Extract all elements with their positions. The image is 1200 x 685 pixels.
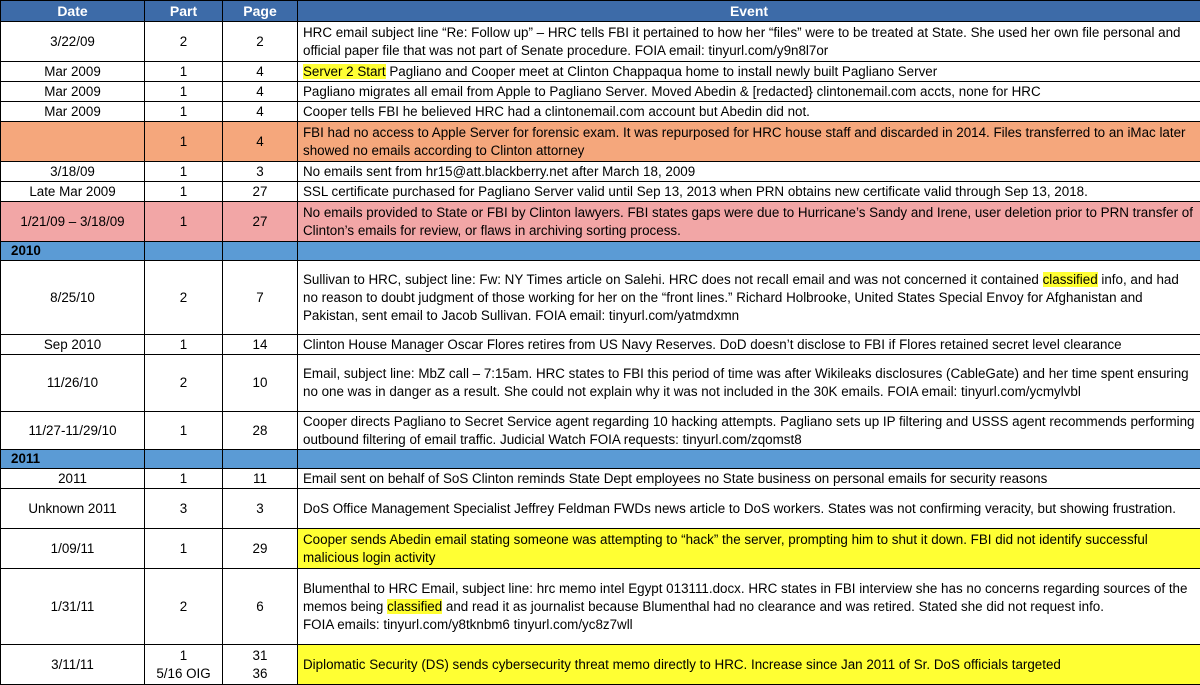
event-text: Cooper directs Pagliano to Secret Service agent regarding 10 hacking attempts. Pagliano sets up IP filtering and USSS agent recommends performing outbound filtering of email traffic. Judicial Watch FOIA requests: tinyurl.com/zqomst8 [303,414,1194,447]
date-cell: Mar 2009 [1,82,145,102]
event-text: No emails provided to State or FBI by Clinton lawyers. FBI states gaps were due to Hurricane’s Sandy and Irene, user deletion prior to PRN transfer of Clinton’s emails for review, or flaws in archiving sorting process. [303,205,1193,238]
event-cell [298,412,1200,450]
table-row [1,102,1200,122]
page-cell: 7 [223,261,298,335]
header-event: Event [298,1,1200,22]
page-cell: 29 [223,529,298,569]
part-cell: 1 [145,122,223,162]
year-spacer [298,242,1200,261]
date-cell: 3/18/09 [1,162,145,182]
event-cell [298,489,1200,529]
page-cell: 3 [223,162,298,182]
page-cell: 31 36 [223,645,298,685]
date-cell: 1/21/09 – 3/18/09 [1,202,145,242]
table-row [1,335,1200,355]
table-row [1,489,1200,529]
header-row [1,1,1200,22]
page-cell: 10 [223,355,298,412]
event-text: Blumenthal to HRC Email, subject line: hrc memo intel Egypt 013111.docx. HRC states in FBI interview she has no concerns regarding sources of the memos being [303,581,1187,614]
year-spacer [223,242,298,261]
page-cell: 28 [223,412,298,450]
date-cell: Mar 2009 [1,62,145,82]
part-cell: 3 [145,489,223,529]
event-text: FOIA emails: tinyurl.com/y8tknbm6 tinyurl.com/yc8z7wll [303,617,633,632]
event-text: Cooper tells FBI he believed HRC had a clintonemail.com account but Abedin did not. [303,104,810,119]
date-cell: 1/31/11 [1,569,145,645]
event-text: info, and had no reason to doubt judgment of those working for her on the “front lines.” Richard Holbrooke, United States Special Envoy for Afghanistan and Pakistan, sent email to Jacob Sullivan. FOIA email: tinyurl.com/yatmdxmn [303,272,1179,323]
year-spacer [223,450,298,469]
table-row [1,62,1200,82]
highlighted-text: classified [1043,272,1098,287]
page-cell: 14 [223,335,298,355]
table-row [1,122,1200,162]
page-cell: 4 [223,102,298,122]
date-cell: 11/26/10 [1,355,145,412]
event-text: No emails sent from hr15@att.blackberry.net after March 18, 2009 [303,164,695,179]
date-cell: 1/09/11 [1,529,145,569]
page-cell: 3 [223,489,298,529]
part-cell: 1 [145,202,223,242]
table-row [1,412,1200,450]
event-cell [298,102,1200,122]
year-label: 2010 [1,242,145,261]
event-cell [298,469,1200,489]
event-text: Sullivan to HRC, subject line: Fw: NY Times article on Salehi. HRC does not recall email and was not concerned it contained [303,272,1043,287]
event-cell [298,335,1200,355]
part-cell: 2 [145,22,223,62]
date-cell: Unknown 2011 [1,489,145,529]
date-cell: 11/27-11/29/10 [1,412,145,450]
event-cell [298,261,1200,335]
part-cell: 1 5/16 OIG [145,645,223,685]
table-row [1,162,1200,182]
event-cell [298,82,1200,102]
page-cell: 4 [223,122,298,162]
date-cell: Mar 2009 [1,102,145,122]
highlighted-text: classified [387,599,442,614]
event-text: Email, subject line: MbZ call – 7:15am. HRC states to FBI this period of time was after Wikileaks disclosures (CableGate) and her time spent ensuring no one was in danger as a result. She could not explain why it was not included in the 30K emails. FOIA email: tinyurl.com/ycmylvbl [303,366,1189,399]
part-cell: 1 [145,162,223,182]
part-cell: 1 [145,335,223,355]
table-row [1,22,1200,62]
page-cell: 4 [223,82,298,102]
table-row [1,645,1200,685]
event-text: FBI had no access to Apple Server for forensic exam. It was repurposed for HRC house staff and discarded in 2014. Files transferred to an iMac later showed no emails according to Clinton attorney [303,125,1186,158]
part-cell: 2 [145,261,223,335]
page-cell: 27 [223,202,298,242]
header-page: Page [223,1,298,22]
page-cell: 2 [223,22,298,62]
event-cell [298,162,1200,182]
event-text: Diplomatic Security (DS) sends cybersecurity threat memo directly to HRC. Increase since Jan 2011 of Sr. DoS officials targeted [303,657,1061,672]
year-label: 2011 [1,450,145,469]
table-row [1,529,1200,569]
part-cell: 1 [145,102,223,122]
page-cell: 11 [223,469,298,489]
table-row [1,569,1200,645]
event-cell [298,645,1200,685]
page-cell: 27 [223,182,298,202]
event-text: HRC email subject line “Re: Follow up” – HRC tells FBI it pertained to how her “files” were to be treated at State. She used her own file personal and official paper file that was not part of Senate procedure. FOIA email: tinyurl.com/y9n8l7or [303,25,1181,58]
year-spacer [145,242,223,261]
year-spacer [145,450,223,469]
part-cell: 1 [145,469,223,489]
page-cell: 4 [223,62,298,82]
table-row [1,182,1200,202]
table-row [1,355,1200,412]
event-cell [298,22,1200,62]
part-cell: 1 [145,62,223,82]
year-row [1,242,1200,261]
part-cell: 2 [145,569,223,645]
date-cell [1,122,145,162]
event-cell [298,62,1200,82]
part-cell: 1 [145,82,223,102]
event-text: Pagliano and Cooper meet at Clinton Chappaqua home to install newly built Pagliano Server [386,64,938,79]
event-text: Clinton House Manager Oscar Flores retires from US Navy Reserves. DoD doesn’t disclose to FBI if Flores retained secret level clearance [303,337,1122,352]
part-cell: 1 [145,412,223,450]
event-text: and read it as journalist because Blumenthal had no clearance and was retired. Stated she did not request info. [442,599,1104,614]
part-cell: 1 [145,529,223,569]
date-cell: 2011 [1,469,145,489]
event-text: SSL certificate purchased for Pagliano Server valid until Sep 13, 2013 when PRN obtains new certificate valid through Sep 13, 2018. [303,184,1088,199]
event-text: Email sent on behalf of SoS Clinton reminds State Dept employees no State business on personal emails for security reasons [303,471,1047,486]
event-text: Cooper sends Abedin email stating someone was attempting to “hack” the server, prompting him to shut it down. FBI did not identify successful malicious login activity [303,532,1148,565]
date-cell: Sep 2010 [1,335,145,355]
year-spacer [298,450,1200,469]
event-cell [298,529,1200,569]
table-row [1,82,1200,102]
event-text: Pagliano migrates all email from Apple to Pagliano Server. Moved Abedin & [redacted} clintonemail.com accts, none for HRC [303,84,1041,99]
date-cell: Late Mar 2009 [1,182,145,202]
year-row [1,450,1200,469]
event-cell [298,355,1200,412]
header-date: Date [1,1,145,22]
event-text: DoS Office Management Specialist Jeffrey Feldman FWDs news article to DoS workers. States was not confirming veracity, but showing frustration. [303,501,1176,516]
table-row [1,202,1200,242]
event-cell [298,182,1200,202]
event-cell [298,122,1200,162]
highlighted-text: Server 2 Start [303,64,386,79]
date-cell: 3/22/09 [1,22,145,62]
part-cell: 1 [145,182,223,202]
table-row [1,261,1200,335]
date-cell: 8/25/10 [1,261,145,335]
event-cell [298,569,1200,645]
page-cell: 6 [223,569,298,645]
date-cell: 3/11/11 [1,645,145,685]
part-cell: 2 [145,355,223,412]
event-cell [298,202,1200,242]
table-row [1,469,1200,489]
header-part: Part [145,1,223,22]
